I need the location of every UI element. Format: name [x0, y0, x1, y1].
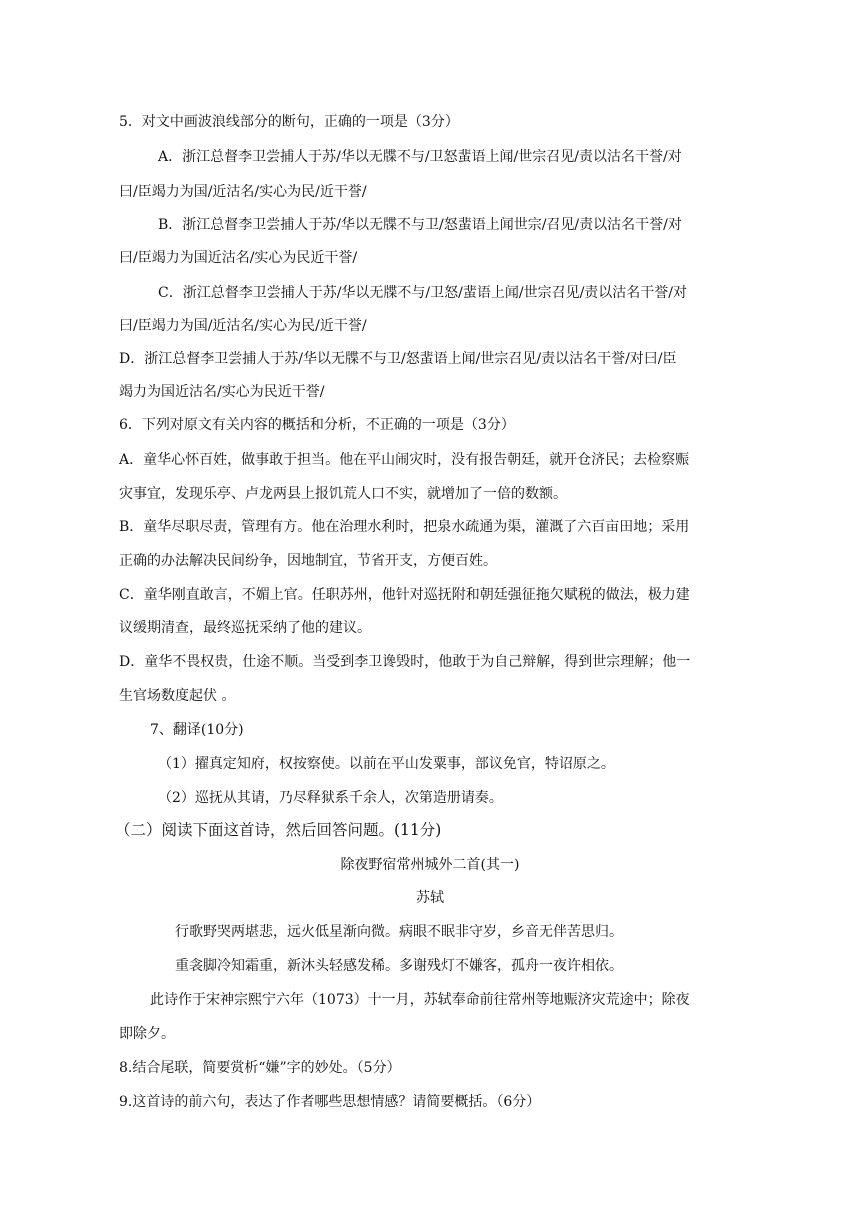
q7-part-1: （1）擢真定知府，权按察使。以前在平山发粟事，部议免官，特诏原之。	[158, 756, 615, 772]
q5-option-d-cont: 竭力为国近沽名/实心为民近干誉/	[119, 384, 325, 400]
poem-note: 此诗作于宋神宗熙宁六年（1073）十一月，苏轼奉命前往常州等地赈济灾荒途中；除夜	[150, 992, 690, 1008]
q6-option-c-cont: 议缓期清查，最终巡抚采纳了他的建议。	[119, 620, 371, 636]
q7-part-2: （2）巡抚从其请，乃尽释狱系千余人，次第造册请奏。	[158, 790, 503, 806]
q6-option-d: D．童华不畏权贵，仕途不顺。当受到李卫谗毁时，他敢于为自己辩解，得到世宗理解；他一	[119, 654, 691, 670]
q5-option-b: B．浙江总督李卫尝捕人于苏/华以无牒不与卫/怒蜚语上闻世宗/召见/责以沽名干誉/对	[158, 217, 682, 233]
q5-option-a-cont: 曰/臣竭力为国/近沽名/实心为民/近干誉/	[119, 184, 367, 200]
poem-line-1: 行歌野哭两堪悲，远火低星渐向微。病眼不眠非守岁，乡音无伴苦思归。	[175, 924, 623, 940]
q6-option-a-cont: 灾事宜，发现乐亭、卢龙两县上报饥荒人口不实，就增加了一倍的数额。	[119, 486, 567, 502]
q6-option-b: B．童华尽职尽责，管理有方。他在治理水利时，把泉水疏通为渠，灌溉了六百亩田地；采用	[119, 519, 690, 535]
poem-author: 苏轼	[416, 890, 444, 906]
q5-option-c-cont: 曰/臣竭力为国/近沽名/实心为民/近干誉/	[119, 318, 367, 334]
q5-option-d: D．浙江总督李卫尝捕人于苏/华以无牒不与卫/怒蜚语上闻/世宗召见/责以沽名干誉/对曰/臣	[119, 351, 677, 367]
q5-option-b-cont: 曰/臣竭力为国近沽名/实心为民近干誉/	[119, 250, 358, 266]
section-2-heading: （二）阅读下面这首诗，然后回答问题。(11分)	[115, 821, 442, 839]
q6-option-d-cont: 生官场数度起伏 。	[119, 688, 236, 704]
question-7-stem: 7、翻译(10分)	[150, 722, 244, 738]
q6-option-a: A．童华心怀百姓，做事敢于担当。他在平山闹灾时，没有报告朝廷，就开仓济民；去检察赈	[119, 452, 690, 468]
question-8: 8.结合尾联，简要赏析“嫌”字的妙处。（5分）	[119, 1060, 401, 1076]
q6-option-c: C．童华刚直敢言，不媚上官。任职苏州，他针对巡抚附和朝廷强征拖欠赋税的做法，极力建	[119, 587, 690, 603]
question-5-stem: 5．对文中画波浪线部分的断句，正确的一项是（3分）	[119, 114, 459, 130]
question-9: 9.这首诗的前六句，表达了作者哪些思想情感？请简要概括。（6分）	[119, 1094, 541, 1110]
question-6-stem: 6．下列对原文有关内容的概括和分析，不正确的一项是（3分）	[119, 417, 515, 433]
q6-option-b-cont: 正确的办法解决民间纷争，因地制宜，节省开支，方便百姓。	[119, 553, 497, 569]
q5-option-c: C．浙江总督李卫尝捕人于苏/华以无牒不与/卫怒/蜚语上闻/世宗召见/责以沽名干誉/对	[158, 285, 688, 301]
poem-line-2: 重衾脚冷知霜重，新沐头轻感发稀。多谢残灯不嫌客，孤舟一夜许相依。	[175, 958, 623, 974]
poem-note-cont: 即除夕。	[119, 1026, 175, 1042]
poem-title: 除夜野宿常州城外二首(其一)	[340, 857, 520, 873]
q5-option-a: A．浙江总督李卫尝捕人于苏/华以无牒不与/卫怒蜚语上闻/世宗召见/责以沽名干誉/对	[158, 149, 682, 165]
